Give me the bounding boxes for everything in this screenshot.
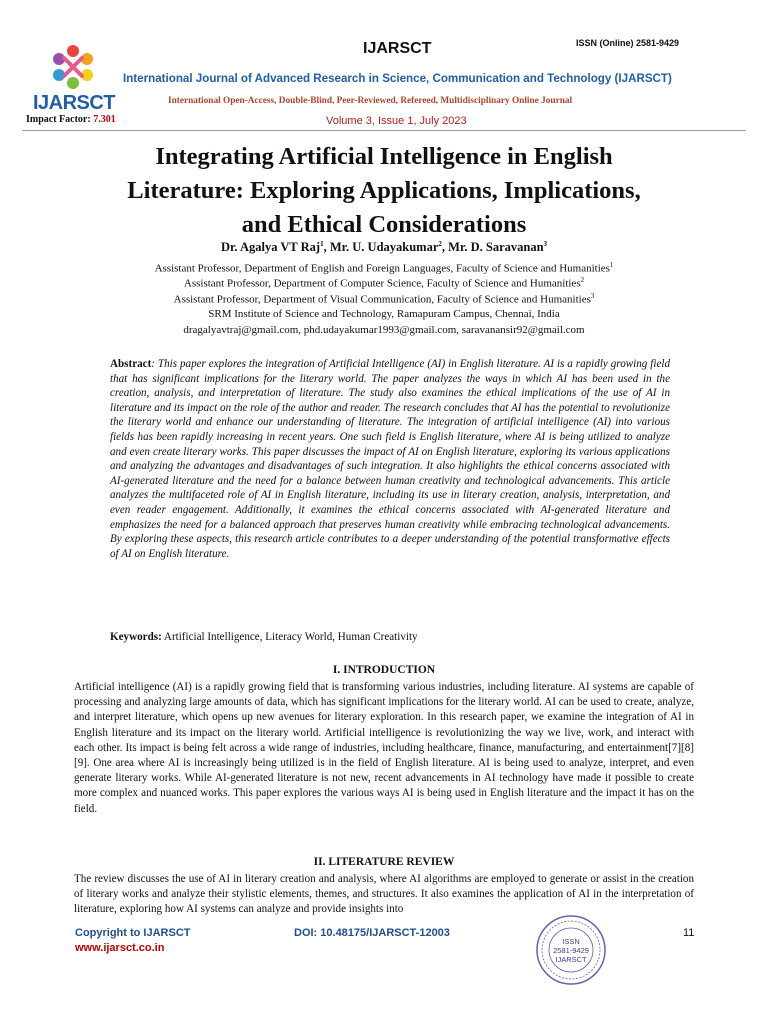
section-body-literature-review: The review discusses the use of AI in literary creation and analysis, where AI algorithms are employed to generate or assist in the creation of literary works and analyze their stylistic elements, themes, and structures. It also examines the application of AI in the interpretation of literature, exploring how AI systems can analyze and provide insights into (74, 873, 694, 916)
doi-link[interactable]: DOI: 10.48175/IJARSCT-12003 (294, 927, 450, 939)
author-name: Mr. D. Saravanan (448, 240, 544, 255)
journal-description: International Open-Access, Double-Blind, Peer-Reviewed, Refereed, Multidisciplinary Online Journal (168, 96, 573, 106)
author-name: Dr. Agalya VT Raj (220, 240, 321, 255)
author-sup: 2 (438, 240, 442, 248)
logo-text: IJARSCT (32, 92, 116, 114)
author-separator: , (323, 240, 330, 255)
issn: ISSN (Online) 2581-9429 (576, 38, 680, 48)
affiliation (40, 261, 728, 275)
affiliation-text: Assistant Professor, Department of Computer Science, Faculty of Science and Humanities (183, 277, 581, 290)
impact-value: 7.301 (93, 114, 116, 125)
title-line: Literature: Exploring Applications, Implications, (127, 177, 641, 204)
author-sup: 1 (320, 240, 324, 248)
abstract-label: Abstract (110, 358, 152, 370)
seal-line: IJARSCT (555, 955, 587, 964)
impact-label: Impact Factor: (26, 114, 91, 125)
affiliation (40, 292, 728, 306)
journal-short-name: IJARSCT (363, 40, 432, 57)
author-emails: dragalyavtraj@gmail.com, phd.udayakumar1993@gmail.com, saravanansir92@gmail.com (183, 324, 585, 336)
abstract-text: : This paper explores the integration of Artificial Intelligence (AI) in English literature. AI is a rapidly growing field that has significant implications for the literary world. The paper analyzes the ways in which AI has been used in the creation, analysis, and interpretation of literature. The study also examines the ethical implications of the use of AI in literature and its impact on the role of the author and reader. The research concludes that AI has the potential to revolutionize the literary world and enhance our understanding of literature. The integration of artificial intelligence (AI) into various fields has been rapidly increasing in recent years. One such field is English literature, where AI is being utilized to analyze and even create literary works. This paper discusses the impact of AI on English literature, exploring its various applications and analyzing the advantages and disadvantages of such integration. It also highlights the ethical concerns associated with AI-generated literature and the need for a balance between human creativity and technological advancements. This article analyzes the multifaceted role of AI in English literature, including its use in literary creation, analysis, interpretation, and even reader engagement. Additionally, it examines the ethical concerns associated with AI-generated literature and emphasizes the need for a balanced approach that preserves human creativity while embracing technological advancements. By exploring these aspects, this research article contributes to a deeper understanding of the potential transformative effects of AI on English literature. (110, 358, 670, 560)
author-separator: , (441, 240, 449, 255)
keywords-text: Artificial Intelligence, Literacy World, Human Creativity (161, 631, 418, 643)
title-line: Integrating Artificial Intelligence in English (155, 143, 613, 170)
seal-text (535, 937, 607, 964)
volume-issue: Volume 3, Issue 1, July 2023 (326, 115, 467, 127)
author-list (80, 240, 688, 255)
section-body-introduction: Artificial intelligence (AI) is a rapidly growing field that is transforming various industries, including literature. AI systems are capable of processing and analyzing large amounts of data, which has significant implications for the literary world. AI can be used to create, analyze, and interpret literature, which opens up new avenues for literary exploration. In this research paper, we examine the integration of AI in English literature and its impact on the literary world. Artificial intelligence is revolutionizing the way we live, work, and interact with each other. Its impact is being felt across a wide range of industries, including healthcare, finance, manufacturing, and entertainment[7][8][9]. One area where AI is increasingly being utilized is in the field of English literature. AI is being used to analyze, interpret, and even generate literary works. While AI-generated literature is not new, recent advancements in AI technology have made it possible to create more complex and nuanced works. This paper explores the various ways AI is being used in English literature and the impact it has on the field. (74, 681, 694, 815)
affiliation-sup: 1 (609, 261, 614, 269)
affiliation-text: Assistant Professor, Department of Visual Communication, Faculty of Science and Humanities (173, 293, 591, 306)
affiliation-text: Assistant Professor, Department of English and Foreign Languages, Faculty of Science and Humanities (154, 262, 610, 275)
website-link[interactable]: www.ijarsct.co.in (75, 942, 165, 954)
header-divider (22, 130, 746, 131)
affiliation (40, 276, 728, 290)
seal-line: ISSN (562, 937, 580, 946)
page-number: 11 (683, 927, 695, 939)
ijarsct-logo-icon (36, 40, 110, 94)
impact-factor (26, 114, 116, 125)
abstract (110, 357, 670, 561)
journal-logo (22, 38, 126, 124)
affiliation-sup: 3 (590, 292, 595, 300)
title-line: and Ethical Considerations (241, 211, 527, 238)
affiliation-sup: 2 (580, 276, 585, 284)
section-heading-introduction: I. INTRODUCTION (332, 664, 436, 676)
keywords-label: Keywords: (110, 631, 162, 643)
institution: SRM Institute of Science and Technology, Ramapuram Campus, Chennai, India (208, 308, 560, 320)
seal-line: 2581-9429 (553, 946, 589, 955)
paper-title (80, 140, 688, 242)
section-heading-literature-review: II. LITERATURE REVIEW (313, 856, 455, 868)
author-sup: 3 (543, 240, 548, 248)
copyright: Copyright to IJARSCT (75, 927, 191, 939)
journal-full-name: International Journal of Advanced Research in Science, Communication and Technology (IJARSCT) (123, 72, 672, 85)
author-name: Mr. U. Udayakumar (329, 240, 439, 255)
keywords (110, 631, 670, 643)
